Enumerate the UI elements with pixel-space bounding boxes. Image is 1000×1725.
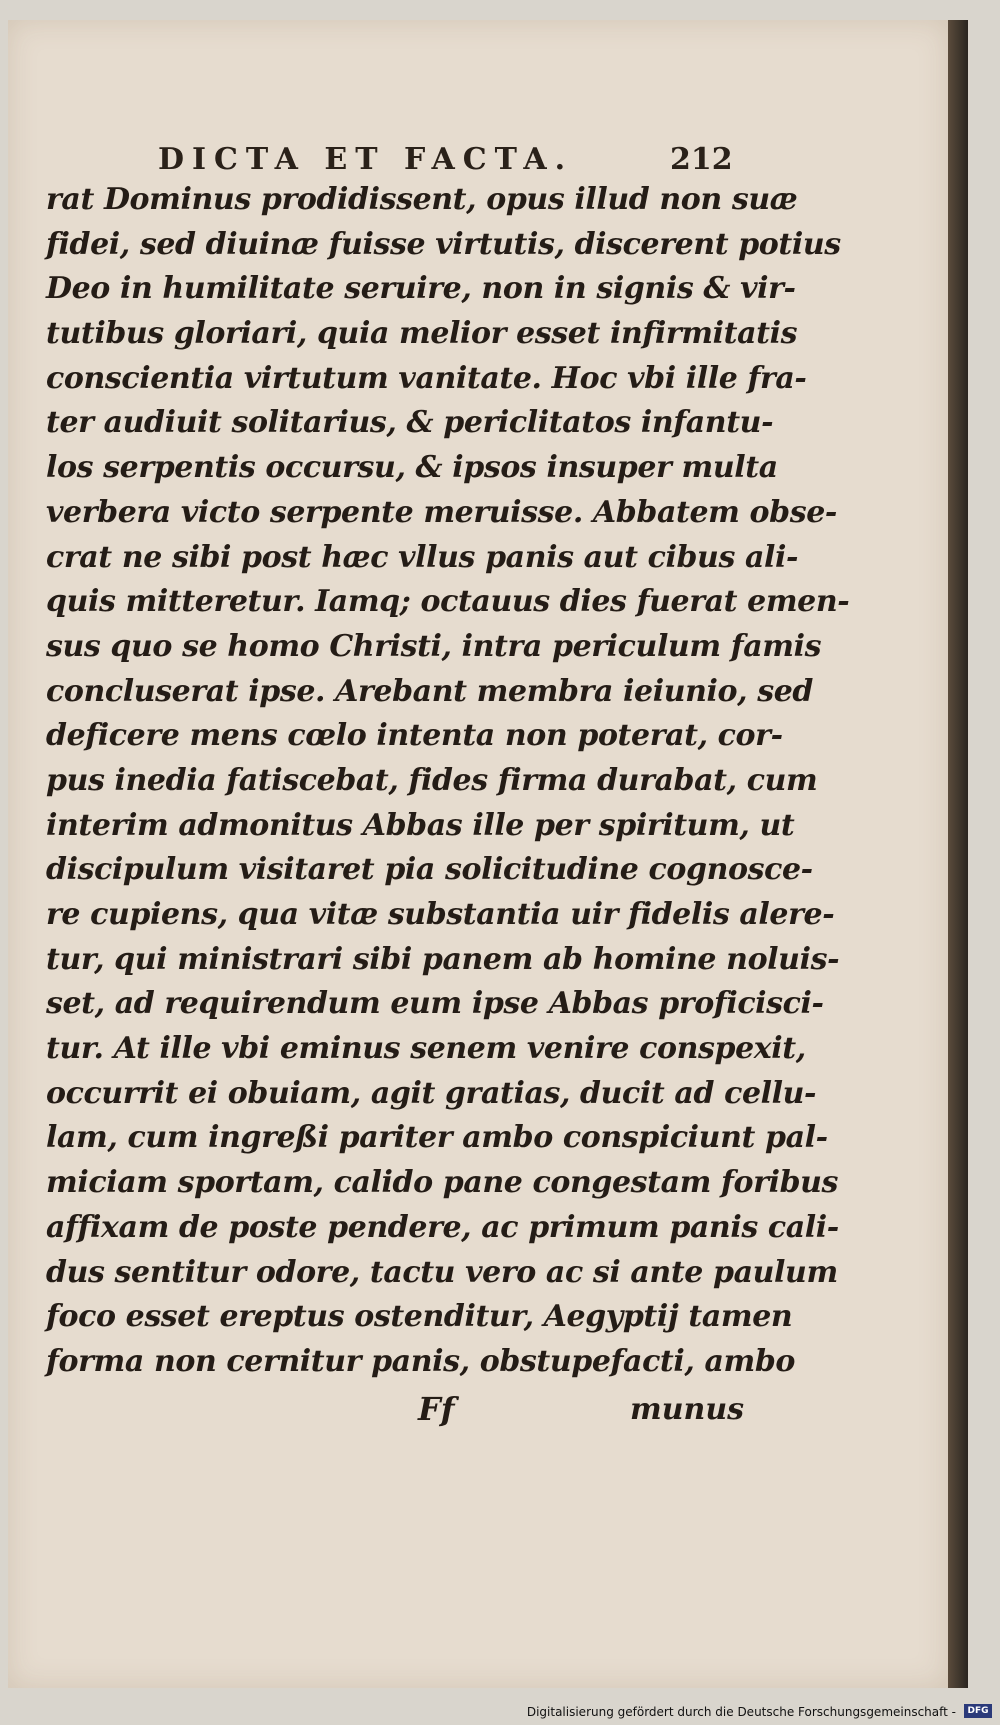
text-line: Deo in humilitate seruire, non in signis & vir-: [46, 271, 796, 307]
text-line: deficere mens cœlo intenta non poterat, cor-: [46, 718, 783, 754]
text-line: affixam de poste pendere, ac primum panis cali-: [46, 1209, 839, 1245]
running-head: [8, 142, 948, 182]
text-line: pus inedia fatiscebat, fides firma durabat, cum: [46, 762, 818, 798]
text-line: ter audiuit solitarius, & periclitatos infantu-: [46, 405, 774, 441]
text-line: los serpentis occursu, & ipsos insuper multa: [46, 450, 778, 486]
text-line: quis mitteretur. Iamq; octauus dies fuerat emen-: [46, 584, 850, 620]
page-number: 212: [670, 142, 733, 177]
book-page: [8, 20, 948, 1688]
text-line: dus sentitur odore, tactu vero ac si ante paulum: [46, 1254, 838, 1290]
text-line: discipulum visitaret pia solicitudine cognosce-: [46, 852, 813, 888]
text-line: crat ne sibi post hæc vllus panis aut cibus ali-: [46, 539, 799, 575]
running-title: DICTA ET FACTA.: [158, 142, 574, 177]
text-line: interim admonitus Abbas ille per spiritum, ut: [46, 807, 795, 843]
page-edge: [948, 20, 968, 1688]
text-line: rat Dominus prodidissent, opus illud non suæ: [46, 182, 798, 217]
text-line: tur. At ille vbi eminus senem venire conspexit,: [46, 1031, 806, 1067]
text-line: tutibus gloriari, quia melior esset infirmitatis: [46, 316, 798, 352]
signature-mark: Ff: [418, 1390, 455, 1428]
body-text: [46, 178, 850, 1385]
text-line: tur, qui ministrari sibi panem ab homine noluis-: [46, 941, 840, 977]
text-line: sus quo se homo Christi, intra periculum famis: [46, 628, 822, 664]
text-line: lam, cum ingreßi pariter ambo conspiciunt pal-: [46, 1120, 828, 1156]
text-line: concluserat ipse. Arebant membra ieiunio, sed: [46, 673, 814, 709]
text-line: foco esset ereptus ostenditur, Aegyptij tamen: [46, 1299, 793, 1335]
text-line: conscientia virtutum vanitate. Hoc vbi ille fra-: [46, 360, 807, 396]
text-line: set, ad requirendum eum ipse Abbas proficisci-: [46, 986, 824, 1022]
text-line: occurrit ei obuiam, agit gratias, ducit ad cellu-: [46, 1075, 817, 1111]
text-line: re cupiens, qua vitæ substantia uir fidelis alere-: [46, 897, 835, 932]
text-line: fidei, sed diuinæ fuisse virtutis, discerent potius: [46, 226, 841, 262]
funding-note: Digitalisierung gefördert durch die Deutsche Forschungsgemeinschaft -: [526, 1705, 956, 1719]
catchword: munus: [630, 1392, 745, 1427]
text-line: miciam sportam, calido pane congestam foribus: [46, 1165, 839, 1201]
text-line: verbera victo serpente meruisse. Abbatem obse-: [46, 494, 837, 530]
text-line: forma non cernitur panis, obstupefacti, ambo: [46, 1343, 796, 1379]
dfg-logo: DFG: [964, 1704, 992, 1718]
